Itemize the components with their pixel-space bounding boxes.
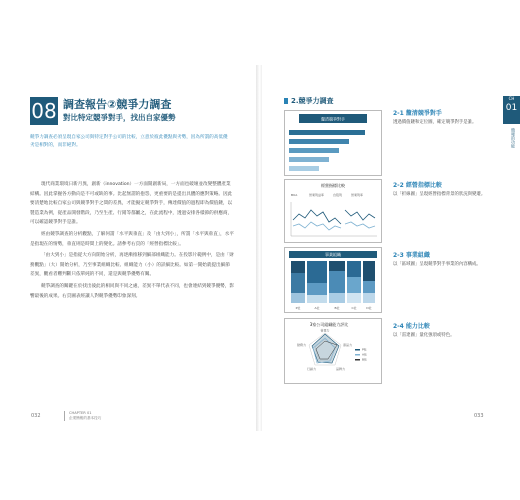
competitor-bar: [289, 166, 319, 171]
radar-axis-label: 財務力: [297, 343, 307, 347]
description-title: 2-1 釐清競爭對手: [393, 110, 442, 117]
mosaic-column: [291, 261, 305, 303]
description-title: 2-2 經營指標比較: [393, 182, 442, 189]
right-page-number: 033: [474, 413, 484, 419]
figure-competitors: [284, 110, 382, 176]
mosaic-column: [363, 261, 375, 303]
legend-item: BUA: [291, 193, 298, 197]
figure-title: 經營指標比較: [321, 183, 345, 188]
legend-item: 營業利益率: [309, 193, 325, 197]
description-title: 2-4 能力比較: [393, 323, 430, 330]
column-label: C社: [351, 306, 357, 310]
legend-swatch: [355, 354, 360, 356]
column-label: D社: [366, 306, 372, 310]
description-2-2: [393, 180, 489, 198]
running-head: CHAPTER 01 企業簡報的基本技巧: [64, 411, 101, 421]
tab-chapter-label: CH: [508, 96, 515, 101]
indicator-line-chart: [285, 180, 381, 242]
radar-axis-label: 商品力: [343, 343, 353, 347]
chapter-body: [30, 180, 234, 303]
column-label: B社: [334, 306, 340, 310]
section-title: [284, 96, 334, 106]
figure-business-organization: [284, 247, 382, 313]
chapter-title: 調查報告②競爭力調查: [63, 98, 172, 111]
radar-axis-label: 品牌力: [336, 367, 346, 371]
chapter-subtitle: 對比特定競爭對手，找出自家優勢: [63, 113, 176, 122]
section-title-text: 2.競爭力調查: [291, 97, 334, 105]
description-body: 透過價值鏈和定位圖，確定競爭對手是誰。: [393, 120, 477, 125]
competitor-bar: [289, 157, 329, 162]
body-paragraph: 經由競爭調查的分析觀點，了解何謂「水平與垂直」及「由大到小」，所謂「水平與垂直」，水平是指現在的情勢，垂直則是時間上的變化。請參考右頁的「經營指標比較」。: [30, 231, 234, 247]
legend-item: P社: [362, 347, 367, 352]
competitor-bar: [289, 148, 339, 153]
legend-swatch: [355, 349, 360, 351]
competitor-bar-graphic: [285, 111, 381, 175]
organization-mosaic: [285, 248, 381, 312]
series-line: [293, 210, 341, 224]
mosaic-column: [347, 261, 361, 303]
section-bar-icon: [284, 98, 288, 104]
figure-title: 事業組織: [325, 252, 341, 258]
figure-title: 3家公司組織能力評比: [309, 322, 349, 327]
series-line: [293, 222, 341, 230]
tab-chapter-number: 01: [505, 103, 518, 113]
chapter-lead: 競爭力調查必須呈現自家公司與特定對手公司的比較，立意於彼此優點與劣勢，因為所謂的高低優劣是相對的，而非絕對。: [30, 135, 228, 148]
competitor-bar: [289, 130, 365, 135]
capability-radar-chart: [285, 319, 381, 383]
description-body: 以「雷達圖」量化強項或特色。: [393, 333, 455, 338]
left-page-number: 032: [31, 413, 41, 419]
column-label: P社: [295, 306, 301, 310]
mosaic-column: [307, 261, 327, 303]
description-title: 2-3 事業組織: [393, 252, 430, 259]
description-body: 以「區域圖」呈現競爭對手事業的內容構成。: [393, 262, 481, 267]
book-spine: [256, 65, 262, 431]
chapter-tab: [503, 96, 520, 124]
series-line: [345, 222, 375, 228]
body-paragraph: 現代商業環境日新月異，創新（innovation）一方面開創新局，一方面也破壞並改變整體產業結構。因此掌握各方動向是不可或缺的事。比起無謂的抱怨，更重要的是提出具體的應對策略。因此要清楚地比較自家公司與競爭對手之間的差異，才能擬定競爭對手，傳達價值的過程即為價值鏈，以製造業為例，從產品開發階段，乃至生產、行銷等都屬之，在此流程中，透過安排各樣節的供應商，可以確認競爭對手是誰。: [30, 182, 233, 226]
chapter-number-badge: 08: [31, 99, 57, 123]
figure-management-indicators: [284, 179, 382, 243]
figure-title: 釐清競爭對手: [321, 116, 345, 122]
mosaic-column: [329, 261, 345, 303]
description-2-3: [393, 250, 489, 268]
legend-item: 自股利: [333, 193, 343, 197]
figure-capability-radar: [284, 318, 382, 384]
radar-axis-label: 行銷力: [307, 367, 317, 371]
legend-item: B社: [362, 357, 368, 362]
body-paragraph: 競爭調查的關鍵在於找出彼此的相同與不同之處，差異不單代表不同，也會連結到競爭優勢，影響最後的成果。右頁圖表經讓人對競爭優勢印象深刻。: [30, 283, 234, 299]
radar-axis-label: 營業力: [320, 328, 330, 333]
body-paragraph: 「由大到小」是指從大方向開始分析，再逐漸推移到細部組織能力。在投影片範例中，是由「財務觀點」（大）開始分析，乃至事業組織比較、組織能力（小）的詳細比較。如第一開始就提出細節差異，觀看者難判斷只依單純的不同，還是與競爭優勢有關。: [30, 253, 234, 278]
legend-item: A社: [362, 352, 368, 357]
description-body: 以「折線圖」呈現經營指標背景的狀況與變遷。: [393, 192, 486, 197]
legend-item: 營業利率: [351, 193, 364, 197]
legend-swatch: [355, 359, 360, 361]
column-label: A社: [314, 306, 320, 310]
series-line: [345, 210, 375, 220]
description-2-4: [393, 321, 489, 339]
description-2-1: [393, 108, 489, 126]
tab-vertical-label: 簡報的功能: [511, 128, 516, 148]
competitor-bar: [289, 139, 349, 144]
